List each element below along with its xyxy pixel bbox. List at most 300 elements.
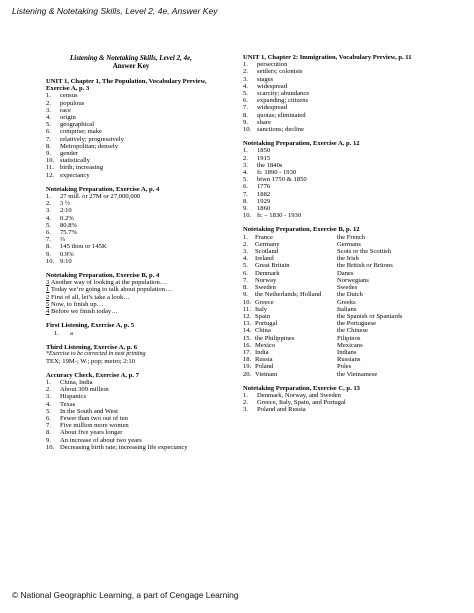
item-text: 27 mill. or 27M or 27,000,000 [60, 193, 141, 201]
country-cell: Sweden [255, 284, 276, 292]
item-number: 8. [46, 429, 51, 437]
row-number: 12. [243, 312, 252, 320]
row-number: 11. [243, 305, 251, 313]
item-text: comprise; make [60, 128, 102, 136]
item-number: 1. [46, 378, 51, 386]
list-item [46, 172, 216, 179]
row-number: 3. [243, 248, 248, 256]
item-number: 2. [46, 386, 51, 394]
people-cell: Indians [337, 348, 357, 356]
item-text: 0.2% [60, 214, 74, 222]
item-text: Metropolitan; densely [60, 142, 119, 150]
country-cell: Greece [255, 298, 274, 306]
list-item [46, 393, 216, 400]
list-item [243, 399, 458, 406]
country-cell: China [255, 327, 271, 335]
row-number: 15. [243, 334, 252, 342]
item-number: 10. [243, 212, 252, 220]
row-number: 19. [243, 363, 252, 371]
item-text: a [70, 329, 73, 337]
people-cell: the British or Britons [337, 262, 393, 270]
item-number: 10. [243, 126, 252, 134]
table-row [243, 241, 458, 248]
item-number: 8. [243, 111, 248, 119]
section-notetaking-b-p12 [243, 226, 458, 377]
people-cell: Norwegians [337, 276, 369, 284]
list-item [243, 406, 458, 413]
row-number: 9. [243, 291, 248, 299]
section-heading: Accuracy Check, Exercise A, p. 7 [46, 371, 139, 379]
people-cell: Mexicans [337, 341, 363, 349]
item-number: 4. [46, 214, 51, 222]
row-number: 7. [243, 276, 248, 284]
item-text: settlers; colonists [257, 68, 303, 76]
sentence-text: Today we’re going to talk about population… [50, 286, 172, 294]
item-text: origin [60, 114, 76, 122]
right-column [243, 54, 458, 421]
item-number: 5. [243, 176, 248, 184]
item-text: birth; increasing [60, 164, 104, 172]
list-item [46, 215, 216, 222]
item-number: 5. [46, 121, 51, 129]
table-row [243, 356, 458, 363]
row-number: 8. [243, 284, 248, 292]
item-text: Denmark, Norway, and Sweden [257, 391, 341, 399]
item-text: share [257, 118, 271, 126]
answer-line: TEX; 19M-; W.; pop; metro; 2:10 [46, 357, 136, 365]
country-cell: Italy [255, 305, 268, 313]
row-number: 13. [243, 320, 252, 328]
country-cell: Denmark [255, 269, 280, 277]
row-number: 18. [243, 356, 252, 364]
list-item [243, 104, 458, 111]
people-cell: the French [337, 233, 366, 241]
order-number: 4 [46, 308, 50, 316]
list-item [46, 136, 216, 143]
list-item [46, 222, 216, 229]
item-text: fr. 1890 - 1930 [257, 169, 297, 177]
row-number: 5. [243, 262, 248, 270]
item-text: widespread [257, 82, 288, 90]
people-cell: Greeks [337, 298, 356, 306]
item-number: 2. [243, 68, 248, 76]
people-cell: the Chinese [337, 327, 368, 335]
list-item [243, 198, 458, 205]
section-third-listening [46, 344, 216, 365]
item-text: relatively; progressively [60, 135, 124, 143]
item-text: geographical [60, 121, 95, 129]
people-cell: Danes [337, 269, 354, 277]
section-heading: Notetaking Preparation, Exercise B, p. 4 [46, 272, 160, 280]
section-accuracy-check [46, 372, 216, 451]
country-cell: Poland [255, 363, 274, 371]
order-number: 1 [46, 286, 50, 294]
people-cell: the Dutch [337, 291, 363, 299]
list-item [46, 258, 216, 265]
item-number: 8. [46, 142, 51, 150]
item-number: 2. [46, 99, 51, 107]
table-row [243, 255, 458, 262]
row-number: 6. [243, 269, 248, 277]
table-row [243, 306, 458, 313]
list-item [243, 212, 458, 219]
item-text: statistically [60, 157, 91, 165]
table-row [243, 262, 458, 269]
page-footer: © National Geographic Learning, a part of Cengage Learning [12, 590, 239, 600]
item-number: 1. [243, 391, 248, 399]
table-row [243, 363, 458, 370]
country-cell: Russia [255, 356, 273, 364]
sentence-item [46, 279, 216, 286]
list-item [243, 112, 458, 119]
item-text: 1882 [257, 190, 271, 198]
list-item [243, 183, 458, 190]
section-heading: Notetaking Preparation, Exercise A, p. 4 [46, 185, 160, 193]
section-vocab-preview-ch1 [46, 78, 216, 179]
answer-list [243, 392, 458, 414]
list-item [46, 236, 216, 243]
item-text: About 309 million [60, 386, 109, 394]
item-number: 10. [46, 157, 55, 165]
item-number: 4. [46, 114, 51, 122]
table-row [243, 342, 458, 349]
list-item [46, 150, 216, 157]
people-cell: the Irish [337, 255, 359, 263]
sentence-item [46, 294, 216, 301]
list-item [243, 147, 458, 154]
item-text: race [60, 106, 71, 114]
table-row [243, 349, 458, 356]
answer-list [46, 330, 216, 337]
country-people-table [243, 234, 458, 378]
item-text: expectancy [60, 171, 90, 179]
item-number: 1. [46, 92, 51, 100]
item-text: census [60, 92, 78, 100]
list-item [46, 251, 216, 258]
item-number: 5. [243, 90, 248, 98]
order-number: 5 [46, 300, 50, 308]
list-item [46, 422, 216, 429]
list-item [243, 90, 458, 97]
item-number: 8. [46, 243, 51, 251]
country-cell: the Philippines [255, 334, 295, 342]
table-row [243, 284, 458, 291]
people-cell: the Portuguese [337, 320, 377, 328]
item-text: Greece, Italy, Spain, and Portugal [257, 399, 346, 407]
list-item [46, 207, 216, 214]
sentence-item [46, 301, 216, 308]
item-number: 6. [46, 229, 51, 237]
list-item [243, 176, 458, 183]
country-cell: India [255, 348, 269, 356]
item-number: 12. [46, 171, 55, 179]
list-item [243, 191, 458, 198]
list-item [46, 107, 216, 114]
list-item [46, 330, 216, 337]
item-text: In the South and West [60, 407, 118, 415]
country-cell: Vietnam [255, 370, 278, 378]
item-text: quotas; eliminated [257, 111, 306, 119]
table-row [243, 320, 458, 327]
order-number: 3 [46, 279, 50, 287]
sentence-item [46, 286, 216, 293]
country-cell: Portugal [255, 320, 278, 328]
item-number: 1. [54, 329, 59, 337]
item-number: 1. [243, 61, 248, 69]
item-number: 9. [243, 118, 248, 126]
item-text: Five million more women [60, 422, 129, 430]
item-text: 1915 [257, 154, 271, 162]
list-item [243, 126, 458, 133]
table-row [243, 291, 458, 298]
item-text: scarcity; abundance [257, 90, 310, 98]
item-text: btwn 1750 & 1850 [257, 176, 307, 184]
list-item [243, 119, 458, 126]
sentence-text: Before we finish today… [50, 308, 118, 316]
list-item [243, 169, 458, 176]
item-number: 11. [46, 164, 54, 172]
item-text: Poland and Russia [257, 406, 306, 414]
item-text: expanding; citizens [257, 97, 309, 105]
item-number: 7. [243, 104, 248, 112]
item-number: 1. [243, 147, 248, 155]
left-column [46, 54, 216, 458]
item-number: 6. [243, 97, 248, 105]
section-heading: Notetaking Preparation, Exercise B, p. 12 [243, 226, 360, 234]
sentence-text: Another way of looking at the population… [50, 279, 167, 287]
list-item [46, 229, 216, 236]
people-cell: Russians [337, 356, 361, 364]
item-number: 9. [243, 205, 248, 213]
item-number: 9. [46, 436, 51, 444]
item-number: 7. [46, 422, 51, 430]
item-number: 5. [46, 221, 51, 229]
row-number: 20. [243, 370, 252, 378]
country-cell: Norway [255, 276, 277, 284]
item-number: 9. [46, 150, 51, 158]
answer-list [46, 92, 216, 178]
country-cell: Mexico [255, 341, 276, 349]
list-item [46, 100, 216, 107]
table-row [243, 270, 458, 277]
table-row [243, 248, 458, 255]
item-number: 4. [46, 400, 51, 408]
section-heading: Notetaking Preparation, Exercise C, p. 13 [243, 384, 360, 392]
item-number: 4. [243, 82, 248, 90]
country-cell: Ireland [255, 255, 274, 263]
document-title-line1: Listening & Notetaking Skills, Level 2, 4e, [70, 54, 192, 62]
sentence-item [46, 308, 216, 315]
list-item [46, 379, 216, 386]
item-text: populous [60, 99, 85, 107]
item-text: 9:10 [60, 257, 72, 265]
row-number: 4. [243, 255, 248, 263]
item-number: 3. [243, 161, 248, 169]
item-text: Texas [60, 400, 76, 408]
item-number: 3. [46, 393, 51, 401]
table-row [243, 313, 458, 320]
item-number: 3. [243, 75, 248, 83]
item-text: 75.7% [60, 229, 78, 237]
section-vocab-preview-ch2 [243, 54, 458, 133]
item-number: 2. [243, 399, 248, 407]
item-text: An increase of about two years [60, 436, 142, 444]
item-number: 6. [243, 183, 248, 191]
list-item [46, 128, 216, 135]
table-row [243, 277, 458, 284]
table-row [243, 371, 458, 378]
list-item [46, 157, 216, 164]
item-text: 0.9% [60, 250, 74, 258]
section-first-listening [46, 322, 216, 336]
people-cell: Scots or the Scottish [337, 248, 392, 256]
item-text: China, India [60, 378, 93, 386]
list-item [46, 444, 216, 451]
item-number: 8. [243, 197, 248, 205]
document-title-line2: Answer Key [112, 62, 150, 70]
list-item [46, 415, 216, 422]
item-text: sanctions; decline [257, 126, 305, 134]
section-notetaking-a-p12 [243, 140, 458, 219]
table-row [243, 327, 458, 334]
list-item [243, 83, 458, 90]
row-number: 10. [243, 298, 252, 306]
item-number: 4. [243, 169, 248, 177]
country-cell: France [255, 233, 273, 241]
item-text: 1850 [257, 147, 271, 155]
people-cell: Poles [337, 363, 352, 371]
country-cell: Spain [255, 312, 271, 320]
row-number: 14. [243, 327, 252, 335]
correction-note: *Exercise to be corrected in next printing [46, 350, 146, 357]
item-text: 2:10 [60, 207, 72, 215]
list-item [46, 437, 216, 444]
people-cell: Germans [337, 240, 361, 248]
country-cell: Scotland [255, 248, 279, 256]
people-cell: the Spanish or Spaniards [337, 312, 403, 320]
item-number: 7. [46, 135, 51, 143]
item-number: 9. [46, 250, 51, 258]
row-number: 16. [243, 341, 252, 349]
list-item [46, 200, 216, 207]
item-text: Hispanics [60, 393, 87, 401]
item-text: gender [60, 150, 78, 158]
list-item [243, 162, 458, 169]
people-cell: the Vietnamese [337, 370, 378, 378]
list-item [243, 155, 458, 162]
list-item [243, 392, 458, 399]
list-item [243, 61, 458, 68]
list-item [243, 205, 458, 212]
list-item [46, 143, 216, 150]
list-item [46, 114, 216, 121]
section-heading: UNIT 1, Chapter 2: Immigration, Vocabulary Preview, p. 11 [243, 54, 412, 61]
list-item [46, 386, 216, 393]
item-text: 80.8% [60, 221, 78, 229]
country-cell: Great Britain [255, 262, 290, 270]
item-number: 1. [46, 193, 51, 201]
list-item [243, 68, 458, 75]
list-item [243, 97, 458, 104]
answer-list [46, 379, 216, 451]
item-text: fr. – 1830 - 1930 [257, 212, 302, 220]
table-row [243, 299, 458, 306]
list-item [46, 193, 216, 200]
list-item [46, 243, 216, 250]
country-cell: the Netherlands; Holland [255, 291, 322, 299]
list-item [46, 164, 216, 171]
item-text: Decreasing birth rate; increasing life expectancy [60, 443, 188, 451]
item-number: 7. [243, 190, 248, 198]
answer-list [46, 193, 216, 265]
row-number: 1. [243, 233, 248, 241]
table-row [243, 234, 458, 241]
item-number: 7. [46, 236, 51, 244]
country-cell: Germany [255, 240, 280, 248]
section-notetaking-a-p4 [46, 186, 216, 265]
item-text: 1776 [257, 183, 271, 191]
list-item [46, 429, 216, 436]
sentence-list [46, 279, 216, 315]
item-number: 10. [46, 443, 55, 451]
item-number: 3. [46, 207, 51, 215]
item-number: 2. [243, 154, 248, 162]
item-text: 145 thou or 145K [60, 243, 107, 251]
list-item [46, 92, 216, 99]
answer-list [243, 61, 458, 133]
item-text: 1860 [257, 205, 271, 213]
document-title [46, 54, 216, 70]
item-number: 3. [46, 106, 51, 114]
section-heading: UNIT 1, Chapter 1, The Population, Vocabulary Preview, Exercise A, p. 3 [46, 78, 207, 93]
people-cell: Italians [337, 305, 357, 313]
list-item [46, 121, 216, 128]
page-header: Listening & Notetaking Skills, Level 2, 4e, Answer Key [12, 6, 218, 16]
answer-list [243, 147, 458, 219]
list-item [243, 76, 458, 83]
sentence-text: Now, to finish up… [50, 300, 104, 308]
sentence-text: First of all, let’s take a look… [50, 293, 130, 301]
item-text: the 1840s [257, 161, 283, 169]
list-item [46, 408, 216, 415]
section-notetaking-b-p4 [46, 272, 216, 315]
section-heading: Notetaking Preparation, Exercise A, p. 12 [243, 140, 360, 148]
people-cell: Swedes [337, 284, 358, 292]
item-text: widespread [257, 104, 288, 112]
item-number: 10. [46, 257, 55, 265]
list-item [46, 401, 216, 408]
item-text: stages [257, 75, 274, 83]
order-number: 2 [46, 293, 50, 301]
item-text: persecution [257, 61, 288, 69]
item-number: 5. [46, 407, 51, 415]
section-notetaking-c-p13 [243, 385, 458, 414]
item-text: Fewer than two out of ten [60, 414, 128, 422]
item-text: 3 ½ [60, 200, 70, 208]
row-number: 17. [243, 348, 252, 356]
item-number: 6. [46, 128, 51, 136]
table-row [243, 335, 458, 342]
section-heading: First Listening, Exercise A, p. 5 [46, 322, 135, 330]
people-cell: Filipinos [337, 334, 361, 342]
item-number: 2. [46, 200, 51, 208]
item-text: 1929 [257, 197, 271, 205]
item-text: About five years longer [60, 429, 123, 437]
item-number: 6. [46, 414, 51, 422]
item-text: ⅔ [60, 236, 65, 244]
item-number: 3. [243, 406, 248, 414]
row-number: 2. [243, 240, 248, 248]
